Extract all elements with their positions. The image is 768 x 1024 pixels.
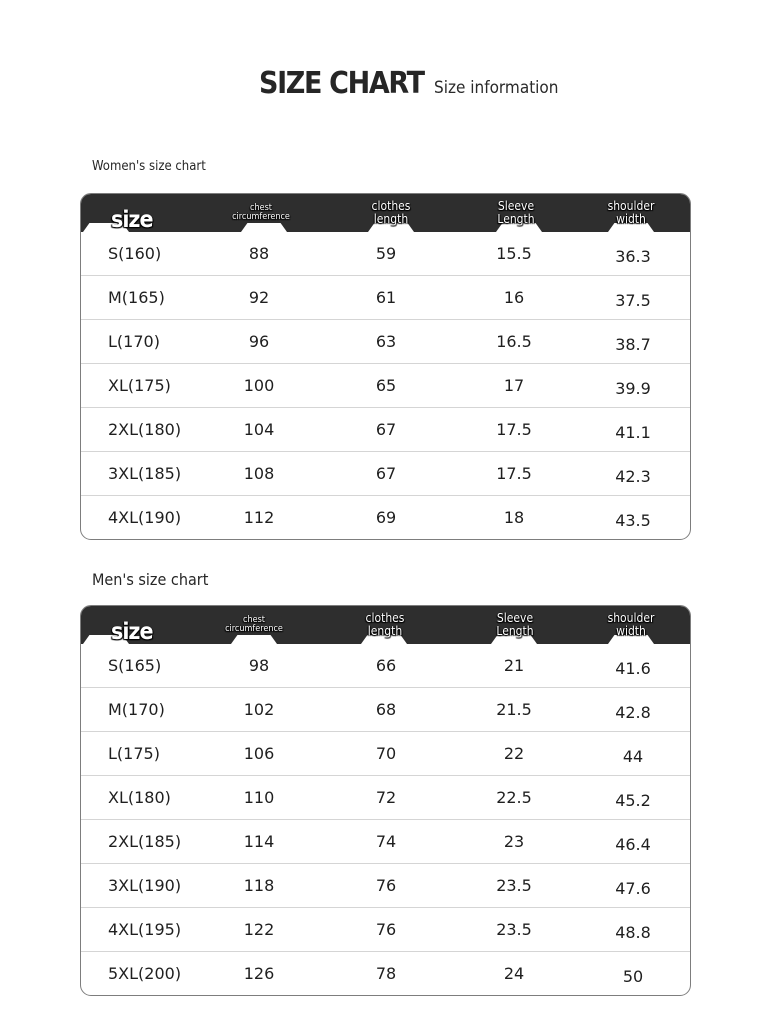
shoulder-cell: 41.1 [615, 423, 651, 442]
chest-cell: 112 [243, 508, 275, 527]
sleeve-cell: 22 [503, 744, 525, 763]
chest-cell: 118 [243, 876, 275, 895]
chest-cell: 106 [243, 744, 275, 763]
chest-cell: 100 [243, 376, 275, 395]
size-cell: XL(180) [108, 788, 171, 807]
chest-cell: 108 [243, 464, 275, 483]
shoulder-cell: 41.6 [615, 659, 651, 678]
sleeve-cell: 21 [503, 656, 525, 675]
length-cell: 69 [375, 508, 397, 527]
table-header [81, 194, 690, 232]
shoulder-cell: 39.9 [615, 379, 651, 398]
chest-cell: 104 [243, 420, 275, 439]
shoulder-cell: 47.6 [615, 879, 651, 898]
length-cell: 67 [375, 464, 397, 483]
length-cell: 76 [375, 920, 397, 939]
sleeve-cell: 23.5 [496, 920, 532, 939]
table-row [81, 775, 690, 819]
length-cell: 68 [375, 700, 397, 719]
length-cell: 59 [375, 244, 397, 263]
sleeve-cell: 17.5 [496, 420, 532, 439]
sleeve-cell: 22.5 [496, 788, 532, 807]
shoulder-cell: 38.7 [615, 335, 651, 354]
shoulder-cell: 45.2 [615, 791, 651, 810]
table-row [81, 451, 690, 495]
table-row [81, 687, 690, 731]
table-row [81, 819, 690, 863]
table-row [81, 319, 690, 363]
length-cell: 74 [375, 832, 397, 851]
size-cell: S(165) [108, 656, 162, 675]
size-cell: 3XL(190) [108, 876, 182, 895]
size-cell: L(170) [108, 332, 160, 351]
table-row [81, 363, 690, 407]
length-cell: 67 [375, 420, 397, 439]
length-cell: 76 [375, 876, 397, 895]
length-cell: 65 [375, 376, 397, 395]
women-size-table [80, 193, 691, 540]
table-body [81, 232, 690, 539]
men-section-label: Men's size chart [92, 570, 209, 589]
shoulder-cell: 50 [622, 967, 644, 986]
chest-cell: 88 [248, 244, 270, 263]
table-body [81, 644, 690, 995]
chest-cell: 110 [243, 788, 275, 807]
sleeve-cell: 24 [503, 964, 525, 983]
table-row [81, 495, 690, 539]
table-row [81, 863, 690, 907]
size-cell: S(160) [108, 244, 162, 263]
chest-cell: 102 [243, 700, 275, 719]
chest-cell: 96 [248, 332, 270, 351]
sleeve-cell: 23 [503, 832, 525, 851]
header-clothes-length: clothes length [371, 199, 411, 226]
chest-cell: 98 [248, 656, 270, 675]
sleeve-cell: 16.5 [496, 332, 532, 351]
size-cell: 4XL(190) [108, 508, 182, 527]
table-row [81, 731, 690, 775]
shoulder-cell: 44 [622, 747, 644, 766]
length-cell: 66 [375, 656, 397, 675]
size-cell: 2XL(180) [108, 420, 182, 439]
size-cell: XL(175) [108, 376, 171, 395]
header-chest-circumference: chest circumference [225, 614, 283, 634]
size-cell: M(170) [108, 700, 165, 719]
chest-cell: 92 [248, 288, 270, 307]
length-cell: 63 [375, 332, 397, 351]
size-cell: 3XL(185) [108, 464, 182, 483]
size-cell: M(165) [108, 288, 165, 307]
shoulder-cell: 43.5 [615, 511, 651, 530]
shoulder-cell: 37.5 [615, 291, 651, 310]
page-title: SIZE CHART [259, 66, 424, 101]
header-shoulder-width: shoulder width [607, 611, 655, 638]
table-header [81, 606, 690, 644]
table-row [81, 275, 690, 319]
length-cell: 72 [375, 788, 397, 807]
table-row [81, 644, 690, 687]
length-cell: 70 [375, 744, 397, 763]
header-chest-circumference: chest circumference [232, 202, 290, 222]
table-row [81, 951, 690, 995]
size-cell: 2XL(185) [108, 832, 182, 851]
sleeve-cell: 17 [503, 376, 525, 395]
shoulder-cell: 48.8 [615, 923, 651, 942]
chest-cell: 122 [243, 920, 275, 939]
header-size: size [111, 618, 153, 645]
sleeve-cell: 16 [503, 288, 525, 307]
page-header [0, 66, 768, 110]
sleeve-cell: 17.5 [496, 464, 532, 483]
sleeve-cell: 21.5 [496, 700, 532, 719]
shoulder-cell: 46.4 [615, 835, 651, 854]
length-cell: 61 [375, 288, 397, 307]
shoulder-cell: 42.8 [615, 703, 651, 722]
table-row [81, 407, 690, 451]
sleeve-cell: 23.5 [496, 876, 532, 895]
sleeve-cell: 15.5 [496, 244, 532, 263]
header-shoulder-width: shoulder width [607, 199, 655, 226]
shoulder-cell: 36.3 [615, 247, 651, 266]
size-cell: 5XL(200) [108, 964, 182, 983]
men-size-table [80, 605, 691, 996]
sleeve-cell: 18 [503, 508, 525, 527]
size-cell: 4XL(195) [108, 920, 182, 939]
table-row [81, 907, 690, 951]
shoulder-cell: 42.3 [615, 467, 651, 486]
size-cell: L(175) [108, 744, 160, 763]
women-section-label: Women's size chart [92, 159, 206, 174]
page-subtitle: Size information [434, 78, 559, 98]
header-sleeve-length: Sleeve Length [496, 611, 534, 638]
table-row [81, 232, 690, 275]
chest-cell: 114 [243, 832, 275, 851]
chest-cell: 126 [243, 964, 275, 983]
length-cell: 78 [375, 964, 397, 983]
header-size: size [111, 206, 153, 233]
header-sleeve-length: Sleeve Length [497, 199, 535, 226]
header-clothes-length: clothes length [365, 611, 405, 638]
